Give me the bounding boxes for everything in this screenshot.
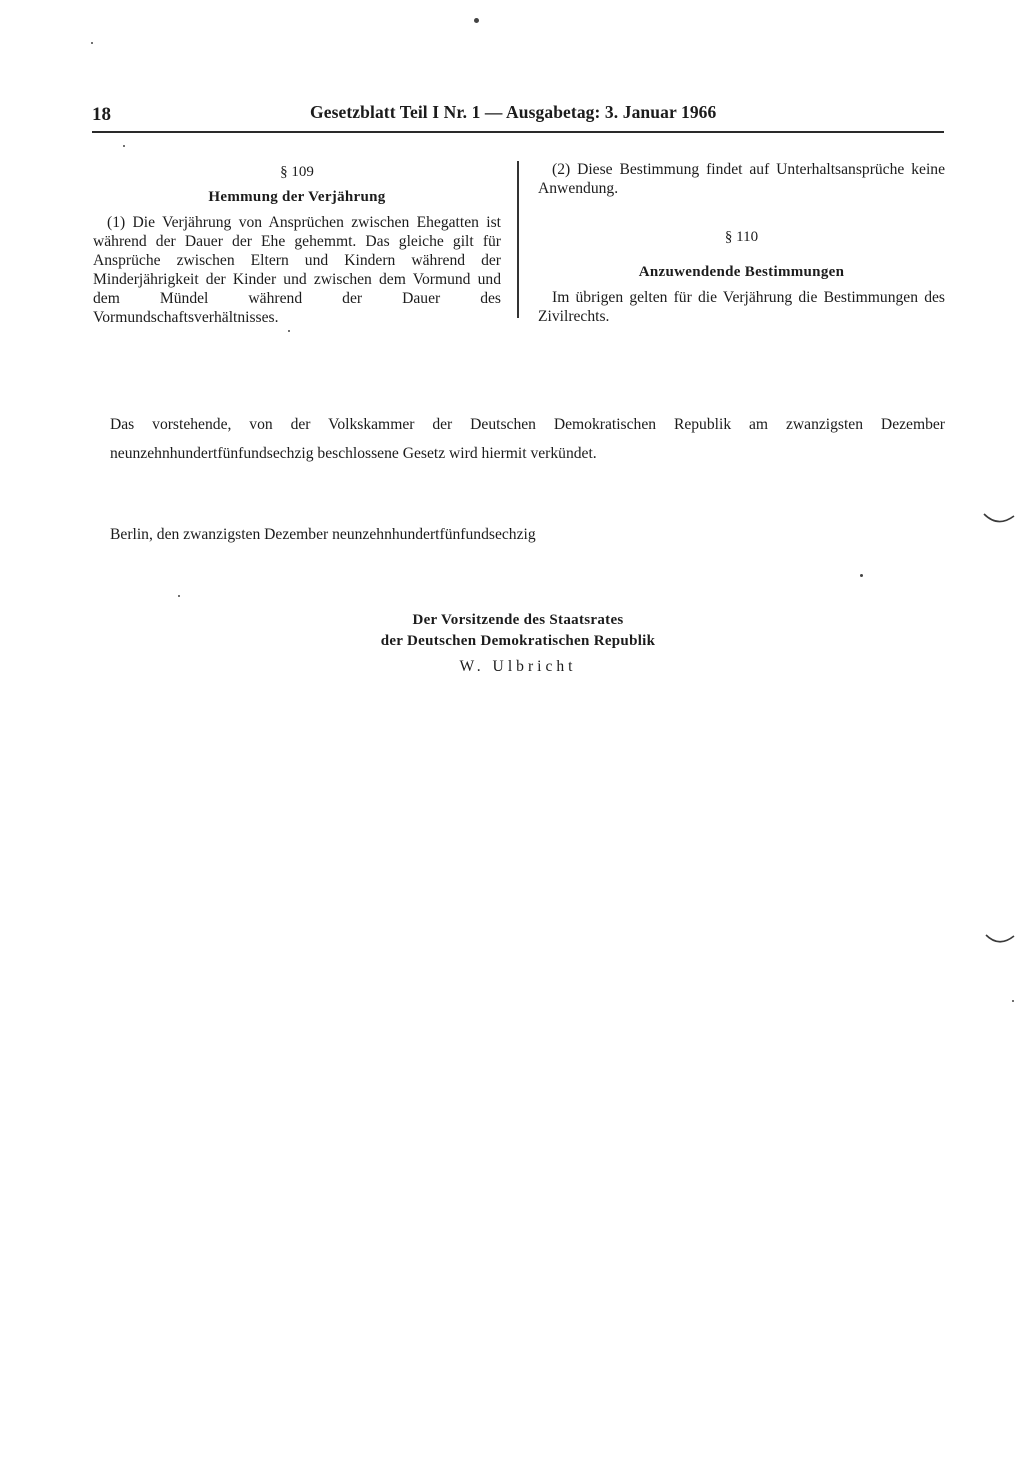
signatory-name: W. Ulbricht (459, 658, 577, 675)
section-109-paragraph-1: (1) Die Verjährung von Ansprüchen zwischen Ehegatten ist während der Dauer der Ehe gehemmt. Das gleiche gilt für Ansprüche zwischen Eltern und Kindern während der Minderjährigkeit der Kinder und zwischen dem Vormund und dem Mündel während der Dauer des Vormundschaftsverhältnisses. (93, 214, 501, 326)
scan-speck (860, 574, 863, 577)
header-rule (92, 131, 944, 133)
scan-speck (1012, 1000, 1014, 1002)
section-109-paragraph-2: (2) Diese Bestimmung findet auf Unterhaltsansprüche keine Anwendung. (538, 161, 945, 197)
signature-title-line-1: Der Vorsitzende des Staatsrates (412, 612, 624, 628)
page-number: 18 (92, 104, 111, 125)
place-date: Berlin, den zwanzigsten Dezember neunzehnhundertfünfundsechzig (110, 526, 536, 543)
section-110-number: § 110 (724, 229, 759, 245)
column-divider (517, 161, 519, 318)
scan-speck (474, 18, 479, 23)
scan-speck (178, 595, 180, 597)
running-head: Gesetzblatt Teil I Nr. 1 — Ausgabetag: 3. Januar 1966 (310, 102, 717, 122)
margin-curve-mark (982, 508, 1016, 528)
signature-block (300, 610, 736, 676)
section-110-paragraph-1: Im übrigen gelten für die Verjährung die Bestimmungen des Zivilrechts. (538, 289, 945, 325)
signature-title-line-2: der Deutschen Demokratischen Republik (380, 633, 656, 649)
scan-speck (123, 145, 125, 147)
left-column (93, 163, 501, 327)
scan-speck (91, 42, 93, 44)
promulgation-text: Das vorstehende, von der Volkskammer der Deutschen Demokratischen Republik am zwanzigsten Dezember neunzehnhundertfünfundsechzig beschlossene Gesetz wird hiermit verkündet. (110, 416, 945, 462)
section-110-title: Anzuwendende Bestimmungen (638, 264, 845, 280)
right-column (538, 160, 945, 326)
section-109-title: Hemmung der Verjährung (208, 189, 386, 205)
margin-curve-mark (984, 930, 1016, 948)
section-109-number: § 109 (280, 164, 314, 180)
scan-speck (288, 330, 290, 332)
